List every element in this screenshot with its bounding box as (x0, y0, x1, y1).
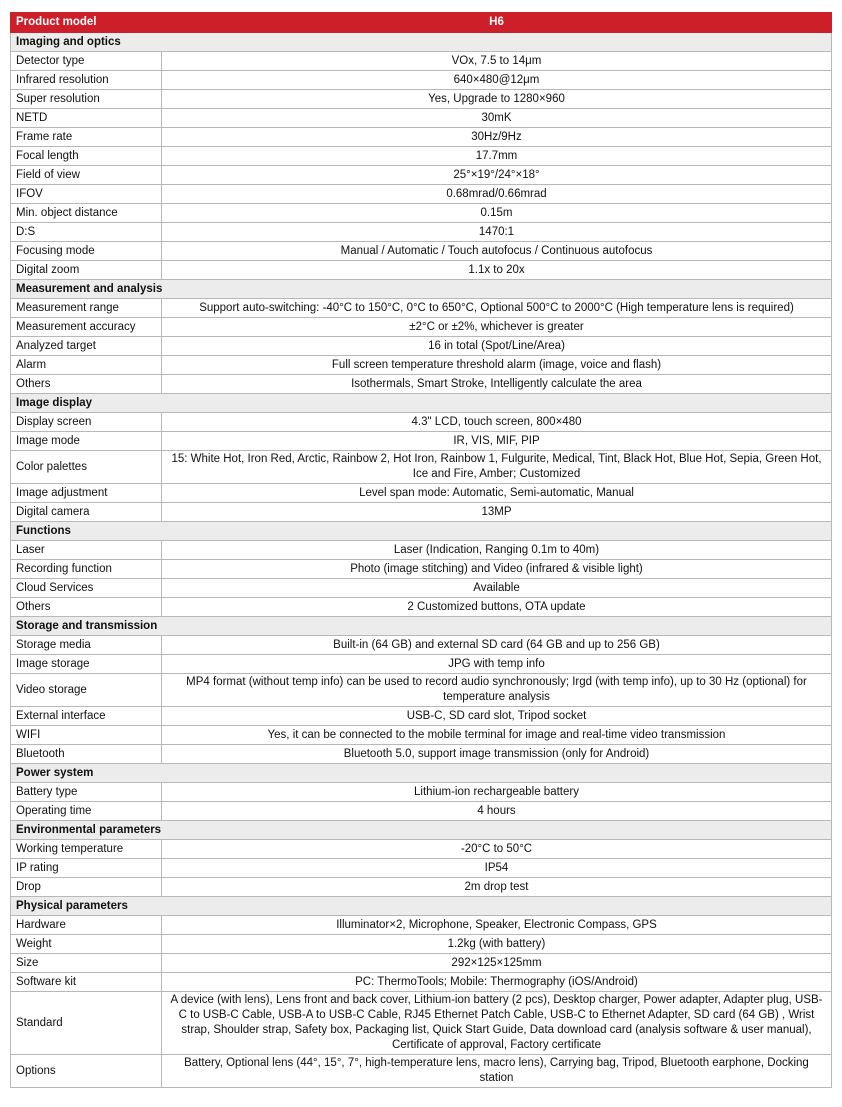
spec-row (11, 356, 832, 375)
spec-value: Illuminator×2, Microphone, Speaker, Electronic Compass, GPS (162, 916, 832, 935)
spec-value: 640×480@12μm (162, 71, 832, 90)
spec-label: D:S (11, 223, 162, 242)
spec-row (11, 166, 832, 185)
spec-value: Laser (Indication, Ranging 0.1m to 40m) (162, 541, 832, 560)
spec-value: 30mK (162, 109, 832, 128)
section-title: Image display (11, 394, 832, 413)
spec-row (11, 261, 832, 280)
spec-row (11, 451, 832, 484)
section-title: Imaging and optics (11, 33, 832, 52)
spec-label: IP rating (11, 859, 162, 878)
section-row (11, 394, 832, 413)
spec-row (11, 636, 832, 655)
spec-label: Color palettes (11, 451, 162, 484)
spec-row (11, 541, 832, 560)
spec-label: Alarm (11, 356, 162, 375)
spec-value: 1.2kg (with battery) (162, 935, 832, 954)
spec-label: Video storage (11, 674, 162, 707)
spec-label: Storage media (11, 636, 162, 655)
spec-row (11, 204, 832, 223)
spec-value: Support auto-switching: -40°C to 150°C, 0°C to 650°C, Optional 500°C to 2000°C (High temperature lens is required) (162, 299, 832, 318)
spec-value: Built-in (64 GB) and external SD card (64 GB and up to 256 GB) (162, 636, 832, 655)
spec-row (11, 147, 832, 166)
spec-label: Analyzed target (11, 337, 162, 356)
spec-value: 292×125×125mm (162, 954, 832, 973)
spec-label: External interface (11, 707, 162, 726)
spec-value: 4 hours (162, 802, 832, 821)
spec-label: Battery type (11, 783, 162, 802)
spec-value: 16 in total (Spot/Line/Area) (162, 337, 832, 356)
spec-label: Bluetooth (11, 745, 162, 764)
spec-label: Display screen (11, 413, 162, 432)
spec-value: Photo (image stitching) and Video (infrared & visible light) (162, 560, 832, 579)
spec-value: 0.15m (162, 204, 832, 223)
spec-value: 1470:1 (162, 223, 832, 242)
spec-row (11, 128, 832, 147)
spec-row (11, 726, 832, 745)
spec-table-body (11, 13, 832, 1088)
spec-label: Min. object distance (11, 204, 162, 223)
spec-value: 15: White Hot, Iron Red, Arctic, Rainbow 2, Hot Iron, Rainbow 1, Fulgurite, Medical, Tint, Black Hot, Blue Hot, Sepia, Green Hot, Ice and Fire, Amber; Customized (162, 451, 832, 484)
spec-label: Focusing mode (11, 242, 162, 261)
spec-label: Others (11, 598, 162, 617)
spec-row (11, 935, 832, 954)
header-row (11, 13, 832, 33)
section-row (11, 522, 832, 541)
spec-value: -20°C to 50°C (162, 840, 832, 859)
spec-label: Options (11, 1055, 162, 1088)
spec-value: Manual / Automatic / Touch autofocus / Continuous autofocus (162, 242, 832, 261)
spec-row (11, 1055, 832, 1088)
spec-value: 17.7mm (162, 147, 832, 166)
spec-row (11, 432, 832, 451)
spec-row (11, 52, 832, 71)
section-title: Storage and transmission (11, 617, 832, 636)
spec-value: Battery, Optional lens (44°, 15°, 7°, high-temperature lens, macro lens), Carrying bag, Tripod, Bluetooth earphone, Docking station (162, 1055, 832, 1088)
spec-label: Software kit (11, 973, 162, 992)
spec-value: Lithium-ion rechargeable battery (162, 783, 832, 802)
spec-value: JPG with temp info (162, 655, 832, 674)
spec-value: Yes, it can be connected to the mobile terminal for image and real-time video transmission (162, 726, 832, 745)
spec-value: Bluetooth 5.0, support image transmission (only for Android) (162, 745, 832, 764)
section-title: Power system (11, 764, 832, 783)
spec-row (11, 598, 832, 617)
spec-label: Image mode (11, 432, 162, 451)
spec-table (10, 12, 832, 1088)
spec-row (11, 783, 832, 802)
spec-value: Isothermals, Smart Stroke, Intelligently calculate the area (162, 375, 832, 394)
spec-value: 25°×19°/24°×18° (162, 166, 832, 185)
spec-row (11, 973, 832, 992)
spec-row (11, 802, 832, 821)
spec-value: 0.68mrad/0.66mrad (162, 185, 832, 204)
section-title: Measurement and analysis (11, 280, 832, 299)
spec-value: 4.3" LCD, touch screen, 800×480 (162, 413, 832, 432)
spec-value: 13MP (162, 503, 832, 522)
spec-label: Hardware (11, 916, 162, 935)
section-row (11, 897, 832, 916)
spec-row (11, 503, 832, 522)
spec-value: 2 Customized buttons, OTA update (162, 598, 832, 617)
spec-label: Drop (11, 878, 162, 897)
spec-label: Digital camera (11, 503, 162, 522)
spec-label: Cloud Services (11, 579, 162, 598)
spec-value: 1.1x to 20x (162, 261, 832, 280)
spec-value: MP4 format (without temp info) can be used to record audio synchronously; Irgd (with temp info), up to 30 Hz (optional) for temperature analysis (162, 674, 832, 707)
spec-label: NETD (11, 109, 162, 128)
spec-label: Focal length (11, 147, 162, 166)
spec-row (11, 859, 832, 878)
spec-label: Super resolution (11, 90, 162, 109)
spec-row (11, 223, 832, 242)
section-title: Environmental parameters (11, 821, 832, 840)
spec-label: Measurement accuracy (11, 318, 162, 337)
spec-value: Level span mode: Automatic, Semi-automatic, Manual (162, 484, 832, 503)
spec-row (11, 242, 832, 261)
spec-row (11, 560, 832, 579)
spec-value: 2m drop test (162, 878, 832, 897)
spec-label: Digital zoom (11, 261, 162, 280)
spec-value: Yes, Upgrade to 1280×960 (162, 90, 832, 109)
spec-value: Full screen temperature threshold alarm (image, voice and flash) (162, 356, 832, 375)
spec-row (11, 299, 832, 318)
spec-row (11, 878, 832, 897)
spec-row (11, 840, 832, 859)
spec-row (11, 185, 832, 204)
spec-label: IFOV (11, 185, 162, 204)
spec-label: Recording function (11, 560, 162, 579)
spec-value: Available (162, 579, 832, 598)
spec-row (11, 655, 832, 674)
section-row (11, 821, 832, 840)
spec-label: Image adjustment (11, 484, 162, 503)
spec-row (11, 318, 832, 337)
spec-value: A device (with lens), Lens front and back cover, Lithium-ion battery (2 pcs), Desktop charger, Power adapter, Adapter plug, USB-C to USB-C Cable, USB-A to USB-C Cable, RJ45 Ethernet Patch Cable, USB-C to Ethernet Adapter, SD card (64 GB) , Wrist strap, Shoulder strap, Safety box, Packaging list, Quick Start Guide, Data download card (analysis software & user manual), Certificate of approval, Factory certificate (162, 992, 832, 1055)
spec-value: USB-C, SD card slot, Tripod socket (162, 707, 832, 726)
section-row (11, 33, 832, 52)
section-row (11, 280, 832, 299)
spec-value: 30Hz/9Hz (162, 128, 832, 147)
spec-label: Weight (11, 935, 162, 954)
spec-label: Laser (11, 541, 162, 560)
spec-label: Field of view (11, 166, 162, 185)
spec-row (11, 413, 832, 432)
spec-label: Infrared resolution (11, 71, 162, 90)
spec-value: IR, VIS, MIF, PIP (162, 432, 832, 451)
spec-row (11, 71, 832, 90)
section-row (11, 764, 832, 783)
spec-row (11, 745, 832, 764)
spec-label: Image storage (11, 655, 162, 674)
spec-value: PC: ThermoTools; Mobile: Thermography (iOS/Android) (162, 973, 832, 992)
header-value: H6 (162, 13, 832, 33)
spec-row (11, 707, 832, 726)
spec-row (11, 337, 832, 356)
spec-row (11, 375, 832, 394)
spec-label: Detector type (11, 52, 162, 71)
spec-label: Measurement range (11, 299, 162, 318)
header-label: Product model (11, 13, 162, 33)
spec-row (11, 916, 832, 935)
spec-label: Operating time (11, 802, 162, 821)
spec-row (11, 579, 832, 598)
section-row (11, 617, 832, 636)
spec-value: IP54 (162, 859, 832, 878)
spec-label: WIFI (11, 726, 162, 745)
spec-row (11, 674, 832, 707)
spec-label: Working temperature (11, 840, 162, 859)
section-title: Functions (11, 522, 832, 541)
spec-row (11, 109, 832, 128)
spec-row (11, 90, 832, 109)
spec-value: VOx, 7.5 to 14μm (162, 52, 832, 71)
spec-label: Size (11, 954, 162, 973)
spec-label: Frame rate (11, 128, 162, 147)
spec-label: Others (11, 375, 162, 394)
spec-row (11, 992, 832, 1055)
spec-row (11, 484, 832, 503)
spec-label: Standard (11, 992, 162, 1055)
spec-value: ±2°C or ±2%, whichever is greater (162, 318, 832, 337)
spec-row (11, 954, 832, 973)
section-title: Physical parameters (11, 897, 832, 916)
